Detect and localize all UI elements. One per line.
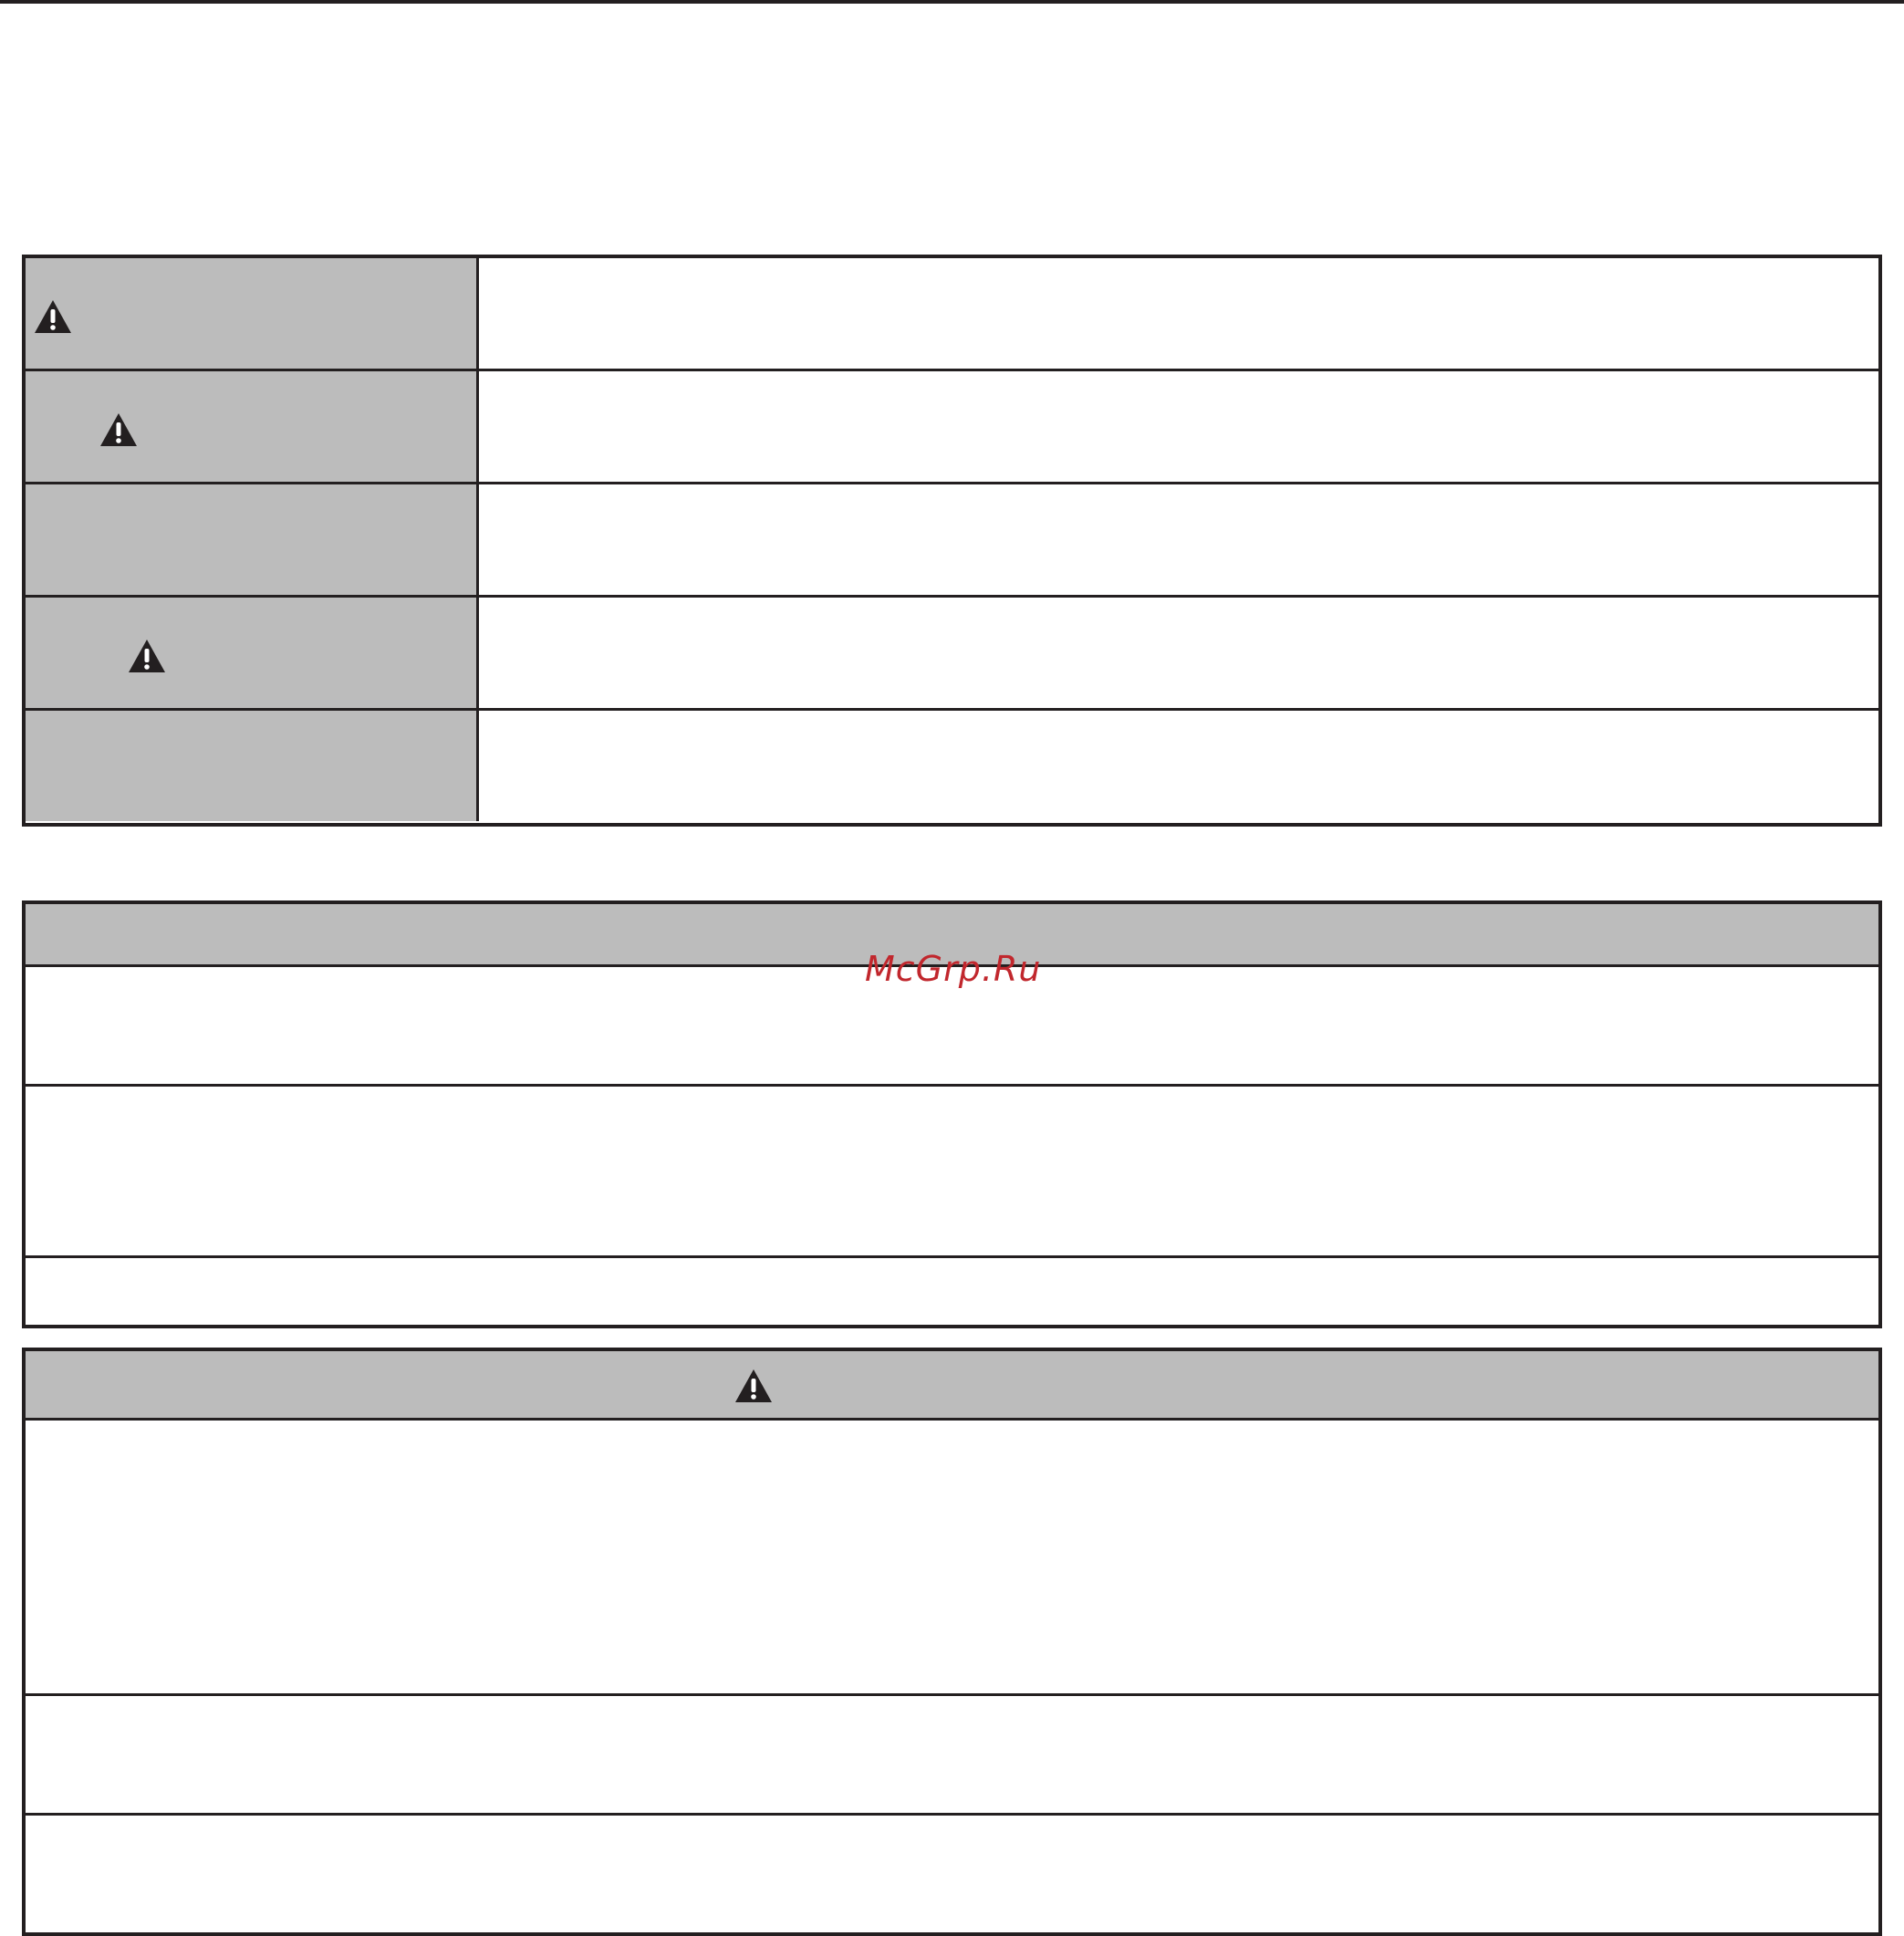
info-table-row <box>26 1087 1878 1258</box>
signal-description-cell <box>479 711 1878 821</box>
signal-label-cell <box>26 598 479 708</box>
caution-table-row <box>26 1421 1878 1696</box>
caution-table-row <box>26 1696 1878 1816</box>
signal-description-cell <box>479 371 1878 482</box>
signal-row-3 <box>26 484 1878 598</box>
signal-label-cell <box>26 484 479 595</box>
info-table-row <box>26 1258 1878 1325</box>
top-rule <box>0 0 1904 4</box>
warning-triangle-icon <box>734 1368 774 1404</box>
signal-word-table <box>22 255 1882 827</box>
signal-description-cell <box>479 258 1878 369</box>
watermark-text: McGrp.Ru <box>865 949 1042 989</box>
signal-row-2 <box>26 371 1878 484</box>
signal-label-cell <box>26 371 479 482</box>
signal-row-1 <box>26 258 1878 371</box>
caution-table-row <box>26 1816 1878 1932</box>
warning-triangle-icon <box>33 298 73 335</box>
caution-table-header <box>26 1351 1878 1421</box>
signal-description-cell <box>479 484 1878 595</box>
signal-row-5 <box>26 711 1878 821</box>
signal-description-cell <box>479 598 1878 708</box>
warning-triangle-icon <box>127 638 167 674</box>
signal-row-4 <box>26 598 1878 711</box>
signal-label-cell <box>26 258 479 369</box>
caution-table <box>22 1348 1882 1936</box>
warning-triangle-icon <box>99 411 139 448</box>
signal-label-cell <box>26 711 479 821</box>
